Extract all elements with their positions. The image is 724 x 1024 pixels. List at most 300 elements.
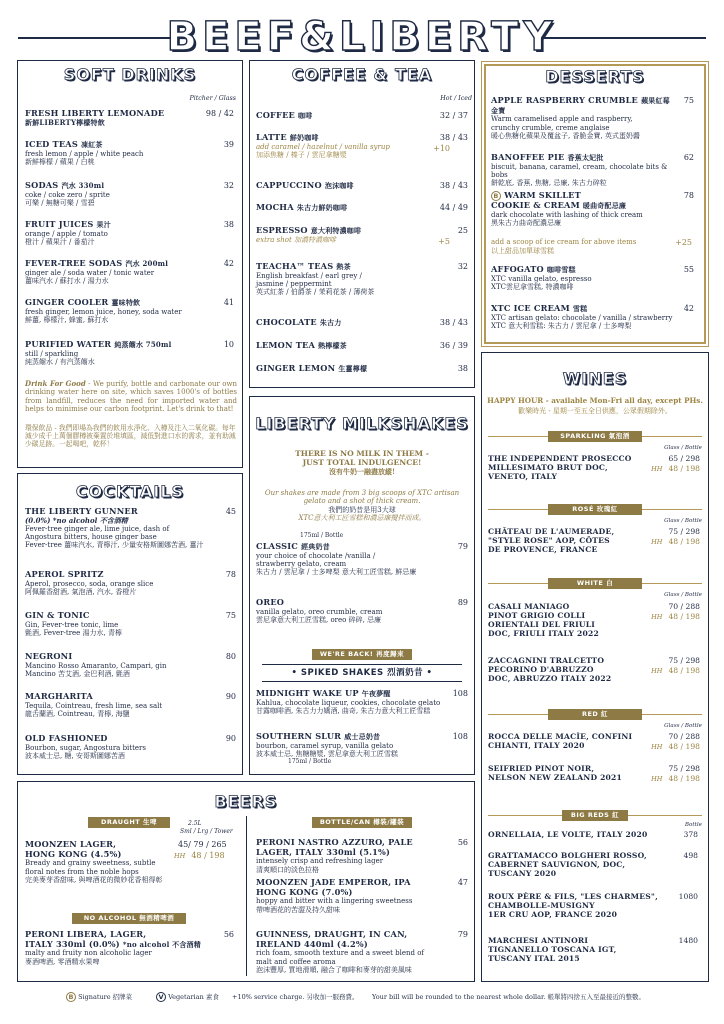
soft-drink-desc-zh: 純蒸餾水 / 有汽蒸餾水 — [25, 357, 95, 366]
coffee-name-text: CAPPUCCINO — [256, 180, 322, 190]
cocktail-name: OLD FASHIONED — [25, 733, 108, 743]
coffee-name-text: LEMON TEA — [256, 340, 316, 350]
beer-desc: floral notes from the noble hops — [25, 867, 139, 876]
wine-name-line: DOC, FRIULI ITALY 2022 — [488, 628, 599, 638]
soft-drink-item — [25, 298, 185, 324]
wine-glass-bottle-header: Glass / Bottle — [664, 592, 702, 598]
soft-drink-name-zh: 汽水 330ml — [61, 181, 105, 190]
beer-desc: 麥酒啤酒, 零酒精水果啤 — [25, 957, 100, 966]
soft-drink-name-zh: 果汁 — [96, 220, 111, 229]
coffee-name — [256, 318, 416, 328]
milkshake-name-text: OREO — [256, 597, 285, 607]
coffee-name-zh: 熱檸檬茶 — [318, 341, 347, 350]
milkshake-item — [256, 598, 446, 624]
wine-price: 75 / 298 — [668, 656, 700, 665]
soft-drink-name-zh: 新鮮LIBERTY檸檬特飲 — [25, 117, 105, 127]
coffee-name-text: TEACHA™ TEAS — [256, 261, 334, 271]
soft-drink-price: 41 — [223, 298, 234, 307]
soft-drink-price: 42 — [223, 259, 234, 268]
coffee-name-zh: 咖啡 — [298, 111, 313, 120]
wine-hh-price — [640, 465, 700, 474]
soft-drink-desc: fresh ginger, lemon juice, honey, soda water — [25, 307, 182, 316]
soft-drink-desc-zh: 橙汁 / 蘋果汁 / 番茄汁 — [25, 237, 95, 246]
cocktail-price: 78 — [225, 570, 236, 579]
hh-price: 48 / 198 — [668, 612, 700, 621]
dessert-name — [491, 304, 676, 314]
soft-drink-price: 38 — [223, 220, 234, 229]
dessert-desc: crunchy crumble, creme anglaise — [491, 123, 610, 132]
dessert-desc: biscuit, banana, caramel, cream, chocolate bits & bobs — [491, 162, 668, 179]
coffee-name-zh: 熱茶 — [336, 262, 351, 271]
beer-desc: hoppy and bitter with a lingering sweetness — [256, 897, 413, 906]
draught-ribbon: DRAUGHT 生啤 — [88, 817, 170, 828]
wine-name-line: MARCHESI ANTINORI — [488, 936, 589, 945]
cocktail-name: NEGRONI — [25, 651, 73, 661]
spiked-shake-desc: 甘露咖啡酒, 朱古力力嬌酒, 曲奇, 朱古力意大利工匠雪糕 — [256, 706, 431, 715]
milkshake-name-text: CLASSIC — [256, 541, 299, 551]
coffee-item — [256, 181, 416, 191]
wine-name-line: CASALI MANIAGO — [488, 602, 570, 611]
milkshake-item — [256, 542, 446, 576]
dessert-name — [491, 96, 676, 115]
coffee-item — [256, 111, 416, 121]
dessert-name-zh: 暖曲奇配忌廉 — [582, 201, 627, 210]
dessert-addon: add a scoop of ice cream for above items — [491, 238, 637, 246]
wine-name-line: PINOT GRIGIO COLLI — [488, 610, 586, 620]
soft-drink-price: 98 / 42 — [205, 109, 234, 118]
wine-item — [488, 733, 658, 751]
wine-name-line: TUSCANY ITAL 2015 — [488, 953, 580, 963]
big-red-price: 378 — [683, 830, 698, 839]
wine-name-line: ZACCAGNINI TRALCETTO — [488, 656, 605, 665]
wine-name-line: ROCCA DELLE MACÌE, CONFINI — [488, 732, 633, 741]
hh-price: 48 / 198 — [668, 666, 700, 675]
milkshake-name — [256, 542, 446, 552]
hh-price: 48 / 198 — [668, 742, 700, 751]
milkshake-name — [256, 598, 446, 608]
cocktail-desc: 龍舌蘭酒, Cointreau, 青檸, 海鹽 — [25, 709, 130, 718]
soft-drink-desc-zh: 鮮薑, 檸檬汁, 蜂蜜, 蘇打水 — [25, 315, 109, 324]
big-red-item — [488, 852, 668, 879]
coffee-item — [256, 203, 416, 213]
spiked-shake-price: 108 — [452, 689, 468, 698]
beer-desc: malty and fruity non alcoholic lager — [25, 949, 152, 958]
wine-name-line: "STYLE ROSE" AOP, CÔTES — [488, 535, 610, 545]
dessert-desc: 暖心焦糖化蘋果及覆盆子, 香脆金寶, 英式蛋奶醬 — [491, 131, 640, 140]
big-reds-bottle-header: Bottle — [684, 822, 702, 828]
coffee-name-text: LATTE — [256, 132, 287, 142]
spiked-shake-desc: bourbon, caramel syrup, vanilla gelato — [256, 741, 394, 750]
cocktail-desc: Fever-tree 薑味汽水, 青檸汁, 少量安格斯圖娜苦酒, 薑汁 — [25, 541, 204, 550]
beer-name2-text: HONG KONG (4.5%) — [25, 848, 122, 859]
beer-desc: 帶啤酒花的苦澀及持久甜味 — [256, 905, 340, 914]
beer-name: PERONI NASTRO AZZURO, PALE — [256, 837, 413, 847]
beer-price: 45/ 79 / 265 — [178, 840, 227, 849]
dessert-name-text: APPLE RASPBERRY CRUMBLE — [491, 95, 638, 105]
big-red-item — [488, 937, 668, 964]
spiked-shake-desc: 波本威士忌, 焦糖糖漿, 雲尼拿意大利工匠雪糕 — [256, 749, 398, 758]
spiked-shakes-heading: • SPIKED SHAKES 烈酒奶昔 • — [291, 668, 433, 678]
beer-desc: intensely crisp and refreshing lager — [256, 857, 384, 866]
wine-hh-price — [640, 538, 700, 547]
wine-name-line: CABERNET SAUVIGNON, DOC, — [488, 859, 626, 869]
cocktail-item — [25, 611, 205, 637]
milkshake-price: 79 — [457, 542, 468, 551]
dessert-item — [491, 153, 676, 187]
soft-drink-name-text: GINGER COOLER — [25, 297, 109, 307]
cocktail-desc: Aperol, prosecco, soda, orange slice — [25, 579, 154, 588]
coffee-extra: add caramel / hazelnut / vanilla syrup — [256, 142, 390, 151]
wine-item — [488, 765, 658, 783]
dessert-desc: XTC vanilla gelato, espresso — [491, 274, 592, 283]
cocktail-price: 80 — [225, 652, 236, 661]
coffee-desc: jasmine / peppermint — [256, 279, 332, 288]
big-red-price: 1480 — [678, 936, 698, 945]
beers-divider — [246, 816, 247, 976]
cocktail-desc: Angostura bitters, house ginger base — [25, 533, 157, 542]
wine-price: 65 / 298 — [668, 454, 700, 463]
footer-service-charge: +10% service charge. 另收加一服務費。 — [232, 993, 359, 1001]
milkshake-name-zh: 經典奶昔 — [301, 542, 330, 551]
beer-item — [256, 838, 452, 874]
cocktail-item — [25, 652, 205, 678]
soft-drink-name-text: PURIFIED WATER — [25, 339, 112, 349]
wine-price: 70 / 288 — [668, 602, 700, 611]
coffee-item — [256, 364, 416, 374]
soft-drink-name — [25, 181, 185, 191]
wine-glass-bottle-header: Glass / Bottle — [664, 723, 702, 729]
cocktail-desc: Mancino 苦艾酒, 金巴利酒, 氈酒 — [25, 669, 130, 678]
dessert-name-text: AFFOGATO — [491, 264, 544, 274]
dessert-desc: 黑朱古力曲奇配濃忌廉 — [491, 218, 561, 227]
coffee-name-zh: 生薑檸檬 — [338, 364, 368, 373]
dessert-price: 62 — [683, 153, 694, 162]
beer-desc: 完美麥芽香甜味, 與啤酒花的微妙花香相得彰 — [25, 875, 163, 884]
hh-label: HH — [651, 613, 663, 621]
wine-glass-bottle-header: Glass / Bottle — [664, 518, 702, 524]
cocktail-desc: Mancino Rosso Amaranto, Campari, gin — [25, 661, 167, 670]
spiked-rule-bottom — [262, 681, 462, 682]
coffee-item — [256, 341, 416, 351]
dessert-name-zh: 蘋果紅莓金寶 — [491, 96, 670, 115]
coffee-name-text: ESPRESSO — [256, 225, 308, 235]
coffee-price: 38 / 43 — [439, 133, 468, 142]
dessert-name-zh: 咖啡雪糕 — [546, 265, 576, 274]
coffee-name-zh: 泡沫咖啡 — [324, 181, 354, 190]
coffee-extra-zh: 加添焦糖 / 榛子 / 雲尼拿糖漿 — [256, 150, 347, 159]
cocktail-name: MARGHARITA — [25, 691, 93, 701]
drink-for-good-note: Drink For Good - We purify, bottle and carbonate our own drinking water here on site, which saves 1000's of bottles from landfill, reduces the need for imported water and helps to minimise our carbon footprint. Let's drink to that! — [25, 379, 237, 413]
hh-price: 48 / 198 — [668, 464, 700, 473]
spiked-shake-name — [256, 732, 446, 742]
dessert-name — [491, 153, 676, 163]
wine-hh-price — [640, 743, 700, 752]
cocktail-desc: Gin, Fever-tree tonic, lime — [25, 620, 119, 629]
coffee-extra: extra shot 加濃特濃咖啡 — [256, 235, 337, 244]
cocktail-price: 75 — [225, 611, 236, 620]
wine-name-line: TIGNANELLO TOSCANA IGT, — [488, 944, 617, 954]
spiked-shake-name-zh: 威士忌奶昔 — [344, 732, 381, 741]
dessert-name-2 — [491, 201, 676, 211]
milkshake-desc: strawberry gelato, cream — [256, 559, 347, 568]
spiked-shake-desc: Kahlua, chocolate liqueur, cookies, chocolate gelato — [256, 698, 441, 707]
cocktail-price: 90 — [225, 692, 236, 701]
coffee-name-text: GINGER LEMON — [256, 363, 336, 373]
cocktail-sub: (0.0%) *no alcohol 不含酒精 — [25, 515, 128, 525]
coffee-price: 38 / 43 — [439, 181, 468, 190]
soft-drink-desc-zh: 薑味汽水 / 蘇打水 / 湯力水 — [25, 276, 109, 285]
wine-glass-bottle-header: Glass / Bottle — [664, 445, 702, 451]
wine-name-line: VENETO, ITALY — [488, 471, 558, 481]
wine-name-line: THE INDEPENDENT PROSECCO — [488, 454, 632, 463]
dessert-name — [491, 265, 676, 275]
no-alcohol-ribbon: NO ALCOHOL 無酒精啤酒 — [72, 913, 186, 924]
coffee-name — [256, 341, 416, 351]
wine-name-line: MILLESIMATO BRUT DOC, — [488, 462, 608, 472]
hh-label: HH — [651, 667, 663, 675]
coffee-item — [256, 318, 416, 328]
dessert-name-zh: 雪糕 — [572, 304, 588, 313]
soft-drink-price: 32 — [223, 181, 234, 190]
milkshakes-size: 175ml / Bottle — [300, 532, 344, 539]
milkshakes-intro: Our shakes are made from 3 big scoops of XTC artisan gelato and a shot of thick cream. 我們的奶昔是用3大球 XTC意大利工匠雪糕和濃忌廉攪拌而成。 — [264, 489, 460, 522]
wine-name-line: 1ER CRU AOP, FRANCE 2020 — [488, 909, 618, 919]
beer-desc: rich foam, smooth texture and a sweet blend of — [256, 949, 425, 958]
spiked-shake-size: 175ml / Bottle — [288, 758, 332, 766]
dessert-item — [491, 96, 676, 140]
coffee-name — [256, 203, 416, 213]
soft-drink-name — [25, 109, 185, 127]
wine-item — [488, 603, 658, 639]
spiked-shake-name — [256, 689, 446, 699]
dessert-desc: 餅乾底, 香蕉, 焦糖, 忌廉, 朱古力碎粒 — [491, 179, 607, 188]
milkshake-desc: your choice of chocolate /vanilla / — [256, 551, 376, 560]
coffee-price: 36 / 39 — [439, 341, 468, 350]
soft-drink-desc-zh: 可樂 / 無糖可樂 / 雪碧 — [25, 198, 95, 207]
dessert-price: 75 — [683, 96, 694, 105]
dessert-name-zh: 香蕉太妃批 — [567, 153, 604, 162]
wine-name-line: DE PROVENCE, FRANCE — [488, 544, 598, 554]
wine-name-line: NELSON NEW ZEALAND 2021 — [488, 772, 623, 782]
soft-drink-desc-zh: 新鮮檸檬 / 蘋果 / 白桃 — [25, 157, 95, 166]
hh-label: HH — [651, 743, 663, 751]
dessert-desc: XTC artisan gelato: chocolate / vanilla / strawberry — [491, 313, 673, 322]
coffee-extra-price: +5 — [438, 237, 450, 246]
wines-title: WINES — [562, 369, 628, 388]
cocktail-name: THE LIBERTY GUNNER — [25, 506, 138, 516]
soft-drink-price: 39 — [223, 140, 234, 149]
cocktail-name: APEROL SPRITZ — [25, 569, 104, 579]
spiked-shake-name-zh: 午夜夢醒 — [361, 689, 391, 698]
brand-logo: BEEF&LIBERTY — [166, 14, 558, 60]
signature-badge-icon: B — [491, 191, 501, 201]
coffee-price: 38 / 43 — [439, 318, 468, 327]
soft-drink-name — [25, 220, 185, 230]
wine-price: 70 / 288 — [668, 732, 700, 741]
soft-drink-item — [25, 259, 185, 285]
were-back-ribbon: WE'RE BACK! 再度歸來 — [312, 649, 412, 660]
beer-desc: 泡沫豐厚, 質地滑順, 融合了咖啡和麥芽的甜美風味 — [256, 965, 412, 974]
spiked-shake-price: 108 — [452, 732, 468, 741]
soft-drink-name-zh: 汽水 200ml — [125, 259, 169, 268]
big-red-item — [488, 893, 668, 920]
soft-drinks-header: Pitcher / Glass — [189, 95, 236, 102]
cocktail-desc: 阿佩羅香甜酒, 氣泡酒, 汽水, 香橙片 — [25, 587, 137, 596]
soft-drink-name-text: ICED TEAS — [25, 139, 78, 149]
wine-item — [488, 528, 658, 555]
beer-hh-price — [174, 851, 240, 861]
wine-category-ribbon: SPARKLING 氣泡酒 — [548, 431, 642, 442]
soft-drink-desc: coke / coke zero / sprite — [25, 190, 110, 199]
coffee-price: 38 — [457, 364, 468, 373]
wine-name-line: DOC, ABRUZZO ITALY 2022 — [488, 673, 612, 683]
soft-drink-item — [25, 220, 185, 246]
beer-name-zh: *no alcohol 不含酒精 — [122, 939, 201, 949]
wine-price: 75 / 298 — [668, 527, 700, 536]
coffee-price: 32 / 37 — [439, 111, 468, 120]
spiked-shake-name-text: SOUTHERN SLUR — [256, 731, 342, 741]
wine-name-line: CHÂTEAU DE L'AUMERADE, — [488, 527, 615, 536]
beer-name: GUINNESS, DRAUGHT, IN CAN, — [256, 929, 408, 939]
beer-price: 79 — [457, 930, 468, 939]
dessert-desc: Warm caramelised apple and raspberry, — [491, 115, 633, 124]
wine-name-line: ORNELLAIA, LE VOLTE, ITALY 2020 — [488, 830, 648, 839]
milkshake-desc: 雲尼拿意大利工匠雪糕, oreo 碎碎, 忌廉 — [256, 615, 382, 624]
signature-badge-icon: B — [66, 992, 76, 1002]
milkshake-price: 89 — [457, 598, 468, 607]
draught-sizes: Sml / Lrg / Tower — [180, 828, 233, 835]
coffee-name — [256, 181, 416, 191]
beer-price: 47 — [457, 878, 468, 887]
beer-desc: 清爽順口的淡色拉格 — [256, 865, 319, 874]
dessert-desc: dark chocolate with lashing of thick cream — [491, 210, 643, 219]
soft-drink-name — [25, 298, 185, 308]
cocktail-name: GIN & TONIC — [25, 610, 90, 620]
cocktail-item — [25, 507, 205, 550]
wine-hh-price — [640, 667, 700, 676]
wine-name-line: GRATTAMACCO BOLGHERI ROSSO, — [488, 851, 647, 860]
soft-drink-desc: still / sparkling — [25, 349, 79, 358]
soft-drink-name-zh: 純蒸餾水 750ml — [114, 340, 172, 349]
coffee-name — [256, 111, 416, 121]
footer-signature: B Signature 招牌菜 — [66, 992, 132, 1002]
wine-category-ribbon: WHITE 白 — [548, 578, 642, 589]
soft-drink-desc: ginger ale / soda water / tonic water — [25, 268, 155, 277]
dessert-price: 42 — [683, 304, 694, 313]
dessert-price: 55 — [683, 265, 694, 274]
beer-name-2 — [256, 888, 452, 898]
dessert-addon-zh: 以上甜品加單球雪糕 — [491, 247, 554, 255]
cocktails-title: COCKTAILS — [75, 482, 185, 501]
spiked-shake-item — [256, 732, 446, 765]
hh-price: 48 / 198 — [668, 774, 700, 783]
spiked-rule-top — [262, 664, 462, 665]
coffee-price: 44 / 49 — [439, 203, 468, 212]
happy-hour-note: HAPPY HOUR - available Mon-Fri all day, except PHs. — [487, 396, 703, 405]
dessert-name-text: XTC ICE CREAM — [491, 303, 570, 313]
milkshakes-title: LIBERTY MILKSHAKES — [255, 414, 469, 433]
soft-drink-name-text: FRUIT JUICES — [25, 219, 94, 229]
coffee-name-zh: 朱古力鮮奶咖啡 — [296, 203, 348, 212]
soft-drink-item — [25, 181, 185, 207]
dessert-desc: XTC 意大利雪糕: 朱古力 / 雲尼拿 / 士多啤梨 — [491, 321, 632, 330]
big-reds-ribbon: BIG REDS 紅 — [562, 810, 628, 821]
coffee-extra-price: +10 — [433, 144, 450, 153]
big-red-price: 498 — [683, 851, 698, 860]
soft-drink-item — [25, 140, 185, 166]
cocktail-item — [25, 570, 205, 596]
beers-title: BEERS — [214, 792, 278, 811]
wine-hh-price — [640, 775, 700, 784]
cocktail-desc: Fever-tree ginger ale, lime juice, dash of — [25, 524, 170, 533]
beer-item — [256, 878, 452, 914]
beer-name2-text: LAGER, ITALY 330ml (5.1%) — [256, 846, 391, 857]
coffee-name-zh: 朱古力 — [319, 318, 342, 327]
beer-name-2 — [256, 940, 452, 950]
dessert-price: 78 — [683, 191, 694, 200]
coffee-name — [256, 364, 416, 374]
coffee-price: 32 — [457, 262, 468, 271]
coffee-item — [256, 262, 416, 296]
spiked-shake-item — [256, 689, 446, 715]
cocktail-desc: 氈酒, Fever-tree 湯力水, 青檸 — [25, 628, 122, 637]
vegetarian-icon: V — [156, 992, 166, 1002]
beer-name2-text: HONG KONG (7.0%) — [256, 886, 353, 897]
dessert-item — [491, 304, 676, 330]
wine-name-line: ORIENTALI DEL FRIULI — [488, 619, 595, 629]
soft-drink-desc: orange / apple / tomato — [25, 229, 108, 238]
cocktail-price: 90 — [225, 734, 236, 743]
hh-label: HH — [651, 538, 663, 546]
beer-desc: malt and coffee aroma — [256, 957, 336, 966]
footer-vegetarian: V Vegetarian 素食 — [156, 992, 219, 1002]
soft-drink-name-zh: 薑味特飲 — [111, 298, 141, 307]
hh-price: 48 / 198 — [191, 851, 225, 860]
wine-category-ribbon: RED 紅 — [548, 709, 642, 720]
big-red-price: 1080 — [678, 892, 698, 901]
wine-name-line: CHIANTI, ITALY 2020 — [488, 740, 585, 750]
beer-name2-text: IRELAND 440ml (4.2%) — [256, 938, 368, 949]
drink-for-good-note-zh: 環保飲品 - 我們即場為我們的飲用水淨化、入樽及注入二氧化碳。每年減少成千上萬個膠樽被棄置於堆填區，減低對進口水的需求，並有助減少碳足跡。一起喝吧，乾杯！ — [25, 424, 236, 449]
desserts-title: DESSERTS — [545, 67, 645, 86]
coffee-name — [256, 226, 416, 236]
dessert-desc: XTC雲尼拿雪糕, 特濃咖啡 — [491, 282, 574, 291]
coffee-tea-title: COFFEE & TEA — [291, 65, 433, 84]
soft-drink-price: 10 — [223, 340, 234, 349]
dessert-name-text: BANOFFEE PIE — [491, 152, 565, 162]
hh-label: HH — [651, 775, 663, 783]
soft-drink-name-text: FRESH LIBERTY LEMONADE — [25, 108, 165, 118]
wine-name-line: SEIFRIED PINOT NOIR, — [488, 764, 595, 773]
beer-name2-text: ITALY 330ml (0.0%) — [25, 938, 120, 949]
coffee-name-text: COFFEE — [256, 110, 295, 120]
soft-drink-name — [25, 340, 185, 350]
soft-drink-item — [25, 109, 185, 127]
bottle-can-ribbon: BOTTLE/CAN 樽裝/罐裝 — [312, 817, 412, 828]
coffee-name — [256, 262, 416, 272]
coffee-name-zh: 鮮奶咖啡 — [289, 133, 319, 142]
dessert-item — [491, 191, 676, 227]
happy-hour-note-zh: 歡樂時光 - 星期一至五全日供應，公眾假期除外。 — [518, 407, 672, 415]
coffee-name-text: MOCHA — [256, 202, 294, 212]
soft-drinks-title: SOFT DRINKS — [63, 65, 197, 84]
dessert-name2-text: COOKIE & CREAM — [491, 200, 580, 210]
coffee-item — [256, 226, 416, 244]
milkshake-desc: vanilla gelato, oreo crumble, cream — [256, 607, 383, 616]
coffee-name — [256, 133, 416, 143]
cocktail-price: 45 — [225, 507, 236, 516]
beer-name: MOONZEN JADE EMPEROR, IPA — [256, 877, 411, 887]
